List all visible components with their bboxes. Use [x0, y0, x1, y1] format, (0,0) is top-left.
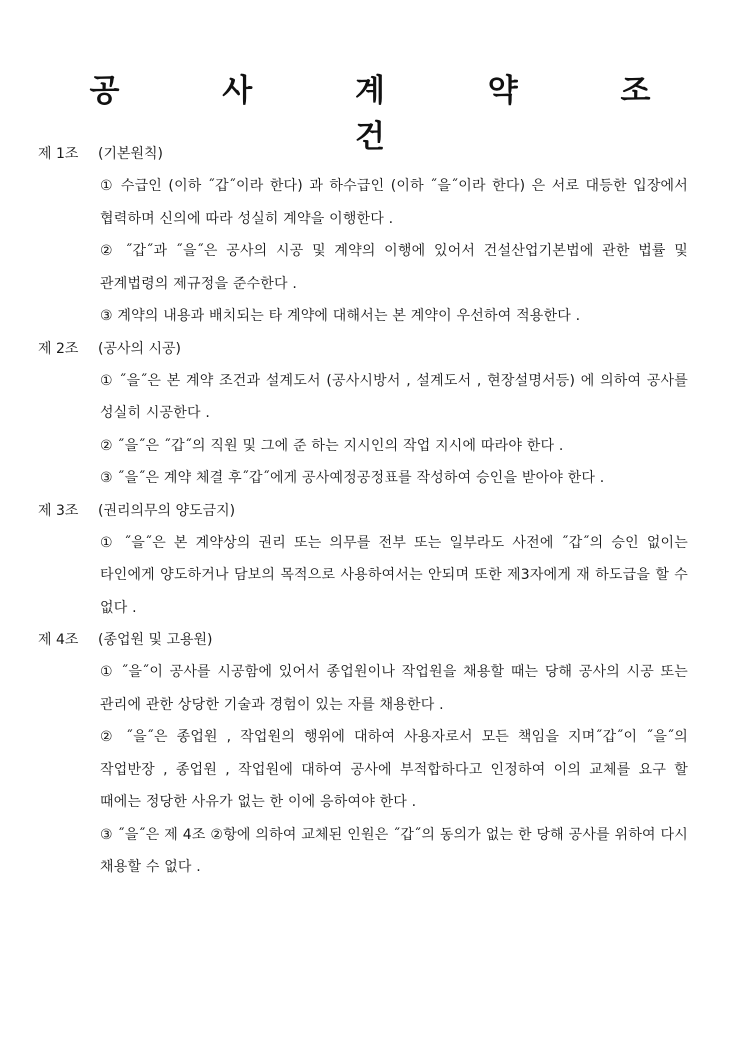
article-number: 제 4조: [38, 632, 79, 648]
article-heading: [38, 495, 688, 527]
article-number: 제 1조: [38, 146, 79, 162]
clause: ② ˝을˝은 종업원 , 작업원의 행위에 대하여 사용자로서 모든 책임을 지며˝갑˝이 ˝을˝의 작업반장 , 종업원 , 작업원에 대하여 공사에 부적합하다고 인정하여 이의 교체를 요구 할 때에는 정당한 사유가 없는 한 이에 응하여야 한다 .: [100, 729, 688, 810]
article-title: (권리의무의 양도금지): [98, 502, 236, 519]
clause: ② ˝갑˝과 ˝을˝은 공사의 시공 및 계약의 이행에 있어서 건설산업기본법에 관한 법률 및 관계법령의 제규정을 준수한다 .: [100, 243, 688, 292]
article-heading: [38, 333, 688, 365]
article-title: (종업원 및 고용원): [98, 632, 213, 648]
article-4: [38, 624, 688, 884]
clause: ① ˝을˝은 본 계약 조건과 설계도서 (공사시방서 , 설계도서 , 현장설명서등) 에 의하여 공사를 성실히 시공한다 .: [100, 372, 688, 421]
clause: ① ˝을˝은 본 계약상의 권리 또는 의무를 전부 또는 일부라도 사전에 ˝갑˝의 승인 없이는 타인에게 양도하거나 담보의 목적으로 사용하여서는 안되며 또한 제3자에게 재 하도급을 할 수 없다 .: [100, 534, 688, 616]
article-heading: [38, 624, 688, 656]
document-title: 공 사 계 약 조 건: [89, 73, 697, 155]
clause: ① 수급인 (이하 ˝갑˝이라 한다) 과 하수급인 (이하 ˝을˝이라 한다) 은 서로 대등한 입장에서 협력하며 신의에 따라 성실히 계약을 이행한다 .: [100, 178, 688, 227]
clause: ③ 계약의 내용과 배치되는 타 계약에 대해서는 본 계약이 우선하여 적용한다 .: [100, 308, 581, 324]
clause: ① ˝을˝이 공사를 시공함에 있어서 종업원이나 작업원을 채용할 때는 당해 공사의 시공 또는 관리에 관한 상당한 기술과 경험이 있는 자를 채용한다 .: [100, 664, 688, 713]
article-title: (기본원칙): [98, 146, 164, 162]
article-heading: [38, 138, 688, 170]
article-number: 제 2조: [38, 340, 79, 357]
article-title: (공사의 시공): [98, 340, 181, 357]
clause: ③ ˝을˝은 계약 체결 후˝갑˝에게 공사예정공정표를 작성하여 승인을 받아야 한다 .: [100, 470, 605, 486]
article-3: [38, 495, 688, 625]
clause: ② ˝을˝은 ˝갑˝의 직원 및 그에 준 하는 지시인의 작업 지시에 따라야 한다 .: [100, 437, 564, 454]
article-1: [38, 138, 688, 333]
clause: ③ ˝을˝은 제 4조 ②항에 의하여 교체된 인원은 ˝갑˝의 동의가 없는 한 당해 공사를 위하여 다시 채용할 수 없다 .: [100, 826, 688, 875]
article-list: [38, 138, 688, 884]
article-number: 제 3조: [38, 502, 79, 519]
article-2: [38, 333, 688, 495]
